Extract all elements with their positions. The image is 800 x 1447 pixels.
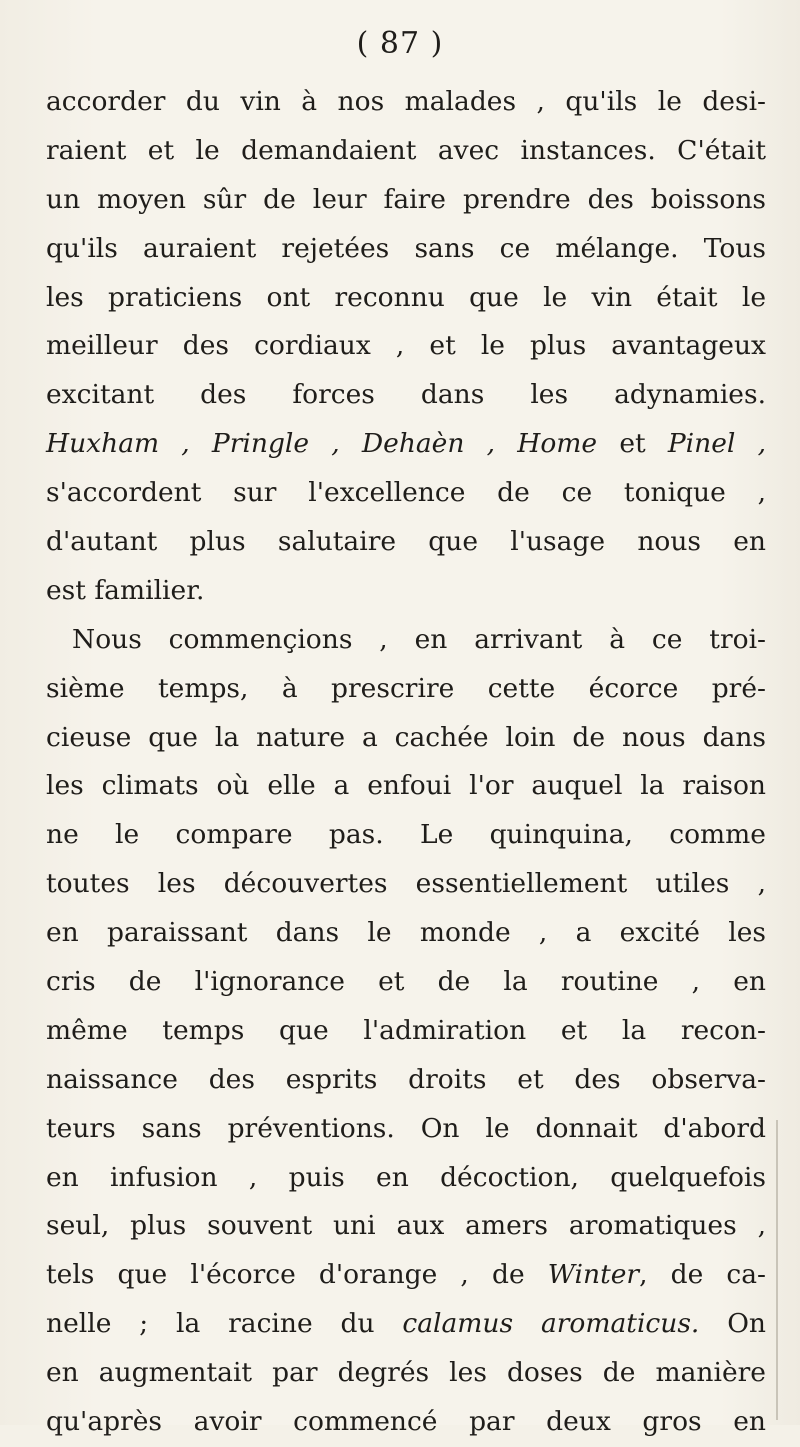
text-segment: sième temps, à prescrire cette écorce pré- [46, 672, 766, 704]
text-segment: les praticiens ont reconnu que le vin était le [46, 281, 766, 313]
text-line [46, 225, 766, 274]
text-line [46, 371, 766, 420]
text-line [46, 1349, 766, 1398]
text-line [46, 811, 766, 860]
text-line [46, 176, 766, 225]
text-segment: naissance des esprits droits et des observa- [46, 1063, 766, 1095]
text-line [46, 567, 766, 616]
text-segment: qu'ils auraient rejetées sans ce mélange. Tous [46, 232, 766, 264]
text-segment: Nous commençions , en arrivant à ce troi- [72, 623, 766, 655]
page-number: ( 87 ) [356, 26, 444, 61]
text-line [46, 1251, 766, 1300]
text-line [46, 1007, 766, 1056]
text-line [46, 1105, 766, 1154]
text-segment: en infusion , puis en décoction, quelquefois [46, 1161, 766, 1193]
text-segment: s'accordent sur l'excellence de ce tonique , [46, 477, 766, 509]
text-segment: nelle ; la racine du [46, 1308, 403, 1340]
text-segment: en augmentait par degrés les doses de manière [46, 1357, 766, 1389]
text-line [46, 469, 766, 518]
scan-edge-mark [776, 1120, 778, 1420]
text-line [46, 420, 766, 469]
text-line [46, 616, 766, 665]
text-segment: teurs sans préventions. On le donnait d'abord [46, 1112, 766, 1144]
text-segment: , de ca- [639, 1259, 767, 1291]
italic-segment: Huxham , Pringle , Dehaèn , Home [46, 428, 598, 460]
text-segment: On [699, 1308, 766, 1340]
text-line [46, 127, 766, 176]
text-line [46, 714, 766, 763]
text-segment: tels que l'écorce d'orange , de [46, 1259, 548, 1291]
text-segment: en paraissant dans le monde , a excité les [46, 917, 766, 949]
text-line [46, 860, 766, 909]
text-segment: meilleur des cordiaux , et le plus avantageux [46, 330, 766, 362]
text-line [46, 958, 766, 1007]
italic-segment: calamus aromaticus. [402, 1308, 700, 1340]
text-segment: cieuse que la nature a cachée loin de nous dans [46, 721, 766, 753]
text-line [46, 78, 766, 127]
italic-segment: Pinel , [667, 428, 766, 460]
text-segment: raient et le demandaient avec instances. C'était [46, 134, 766, 166]
text-segment: qu'après avoir commencé par deux gros en [46, 1406, 766, 1438]
text-line [46, 322, 766, 371]
text-line [46, 274, 766, 323]
text-segment: un moyen sûr de leur faire prendre des boissons [46, 183, 766, 215]
text-segment: toutes les découvertes essentiellement utiles , [46, 868, 766, 900]
text-line [46, 665, 766, 714]
text-line [46, 909, 766, 958]
text-line [46, 1202, 766, 1251]
italic-segment: Winter [547, 1259, 640, 1291]
body-text [46, 78, 766, 1447]
text-line [46, 1056, 766, 1105]
text-segment: d'autant plus salutaire que l'usage nous en [46, 526, 766, 558]
text-segment: et [597, 428, 668, 460]
text-line [46, 762, 766, 811]
text-line [46, 1398, 766, 1447]
text-line [46, 1154, 766, 1203]
text-segment: les climats où elle a enfoui l'or auquel la raison [46, 770, 766, 802]
text-segment: même temps que l'admiration et la recon- [46, 1014, 766, 1046]
text-segment: ne le compare pas. Le quinquina, comme [46, 819, 766, 851]
text-segment: seul, plus souvent uni aux amers aromatiques , [46, 1210, 766, 1242]
text-segment: accorder du vin à nos malades , qu'ils le desi- [46, 86, 766, 117]
text-segment: cris de l'ignorance et de la routine , en [46, 966, 766, 998]
text-line [46, 518, 766, 567]
text-line [46, 1300, 766, 1349]
text-segment: excitant des forces dans les adynamies. [46, 379, 766, 411]
text-segment: est familier. [46, 574, 205, 606]
